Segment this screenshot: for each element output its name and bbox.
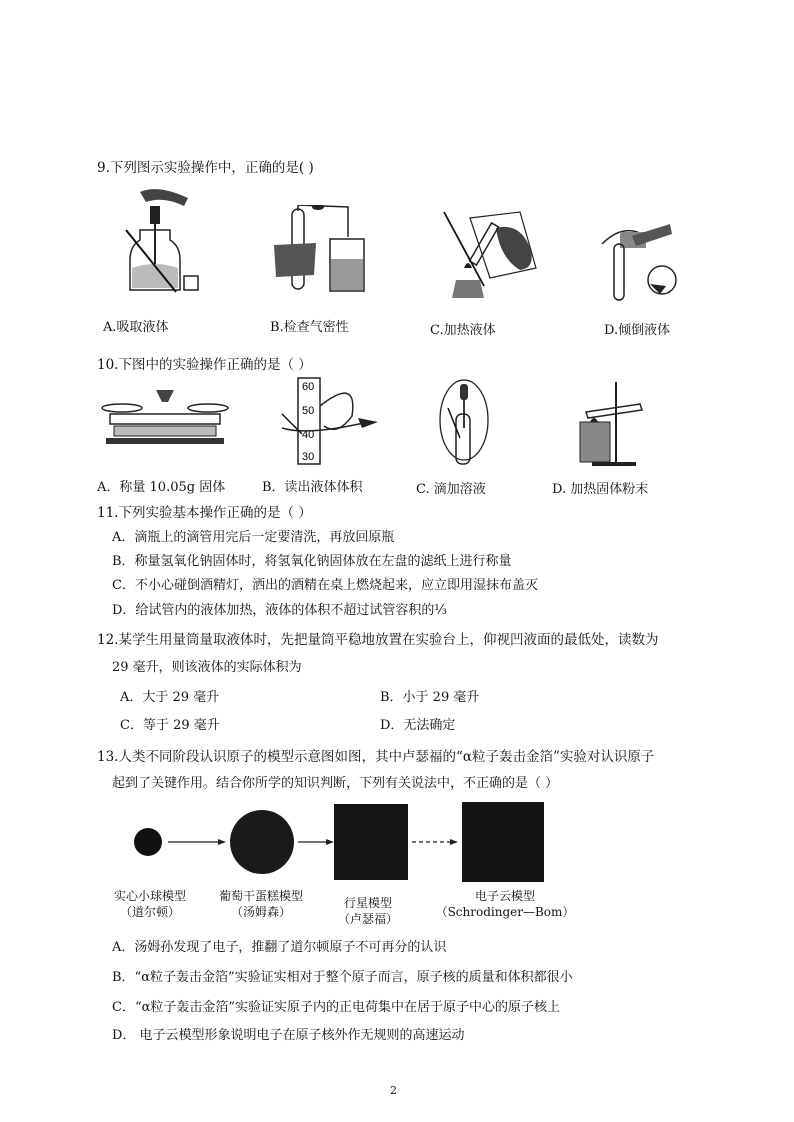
q13-model-3-caption <box>316 895 420 927</box>
q9-option-c: C.加热液体 <box>430 323 496 338</box>
q10-figure-a-balance <box>100 382 230 452</box>
q13-model-4-name: 电子云模型 <box>474 889 535 903</box>
plum-pudding-model-icon <box>230 810 294 874</box>
q12-option-b: B．小于 29 毫升 <box>380 690 480 705</box>
q9-figure-a <box>118 180 208 305</box>
q13-model-2-caption <box>206 888 316 920</box>
q13-model-4-person: （Schrodinger—Bom） <box>435 905 575 919</box>
q10-figure-b-cylinder <box>268 376 383 466</box>
q10-figure-d-heating <box>572 378 652 468</box>
q10-option-a: A．称量 10.05g 固体 <box>97 480 226 495</box>
q11-option-d: D．给试管内的液体加热，液体的体积不超过试管容积的⅓ <box>112 603 448 618</box>
q9-stem: 9.下列图示实验操作中，正确的是( ) <box>97 160 314 176</box>
q13-atom-models-figure <box>128 800 568 886</box>
q12-stem-line1: 12.某学生用量筒量取液体时，先把量筒平稳地放置在实验台上，仰视凹液面的最低处，读数为 <box>97 632 659 648</box>
q11-stem: 11.下列实验基本操作正确的是（ ） <box>97 505 312 521</box>
q9-option-d: D.倾倒液体 <box>604 323 671 338</box>
q13-model-2-person: （汤姆森） <box>230 905 291 919</box>
page-number: 2 <box>390 1084 397 1097</box>
cylinder-tick-50: 50 <box>302 405 315 417</box>
q13-option-c: C．“α粒子轰击金箔”实验证实原子内的正电荷集中在居于原子中心的原子核上 <box>112 1000 561 1015</box>
q9-figure-c <box>440 208 540 308</box>
solid-sphere-model-icon <box>134 828 162 856</box>
q13-stem-line1: 13.人类不同阶段认识原子的模型示意图如图，其中卢瑟福的“α粒子轰击金箔”实验对认识原子 <box>97 749 655 765</box>
q11-option-a: A．滴瓶上的滴管用完后一定要清洗，再放回原瓶 <box>112 530 395 545</box>
planetary-model-icon <box>334 804 408 880</box>
q9-option-a: A.吸取液体 <box>103 320 169 335</box>
q13-stem-line2: 起到了关键作用。结合你所学的知识判断，下列有关说法中，不正确的是（ ） <box>112 776 559 791</box>
q10-option-b: B．读出液体体积 <box>262 480 363 495</box>
q12-option-d: D．无法确定 <box>380 718 456 733</box>
q13-model-4-caption <box>430 888 580 920</box>
q12-option-c: C．等于 29 毫升 <box>120 718 220 733</box>
q13-model-2-name: 葡萄干蛋糕模型 <box>218 889 303 903</box>
q11-option-b: B．称量氢氧化钠固体时，将氢氧化钠固体放在左盘的滤纸上进行称量 <box>112 554 512 569</box>
q11-option-c: C．不小心碰倒酒精灯，洒出的酒精在桌上燃烧起来，应立即用湿抹布盖灭 <box>112 578 538 593</box>
cylinder-tick-60: 60 <box>302 381 315 393</box>
q13-option-a: A．汤姆孙发现了电子，推翻了道尔顿原子不可再分的认识 <box>112 940 447 955</box>
q12-stem-line2: 29 毫升，则该液体的实际体积为 <box>112 660 302 675</box>
q13-option-d: D． 电子云模型形象说明电子在原子核外作无规则的高速运动 <box>112 1028 465 1043</box>
q9-option-b: B.检查气密性 <box>270 320 349 335</box>
q13-model-1-name: 实心小球模型 <box>113 889 186 903</box>
cylinder-tick-30: 30 <box>302 451 315 463</box>
q12-option-a: A．大于 29 毫升 <box>120 690 220 705</box>
q9-figure-d <box>592 214 692 304</box>
q10-figure-c-dropper <box>432 378 497 468</box>
q13-model-1-person: （道尔顿） <box>119 905 180 919</box>
q10-option-d: D. 加热固体粉末 <box>552 482 649 497</box>
q9-figure-b <box>268 205 368 305</box>
q10-stem: 10.下图中的实验操作正确的是（ ） <box>97 357 312 373</box>
q13-option-b: B．“α粒子轰击金箔”实验证实相对于整个原子而言，原子核的质量和体积都很小 <box>112 970 573 985</box>
q13-model-3-person: （卢瑟福） <box>337 912 398 926</box>
q13-model-1-caption <box>100 888 200 920</box>
cylinder-tick-40: 40 <box>302 429 315 441</box>
electron-cloud-model-icon <box>462 802 544 882</box>
q13-model-3-name: 行星模型 <box>343 896 392 910</box>
q10-option-c: C. 滴加溶液 <box>416 482 486 497</box>
